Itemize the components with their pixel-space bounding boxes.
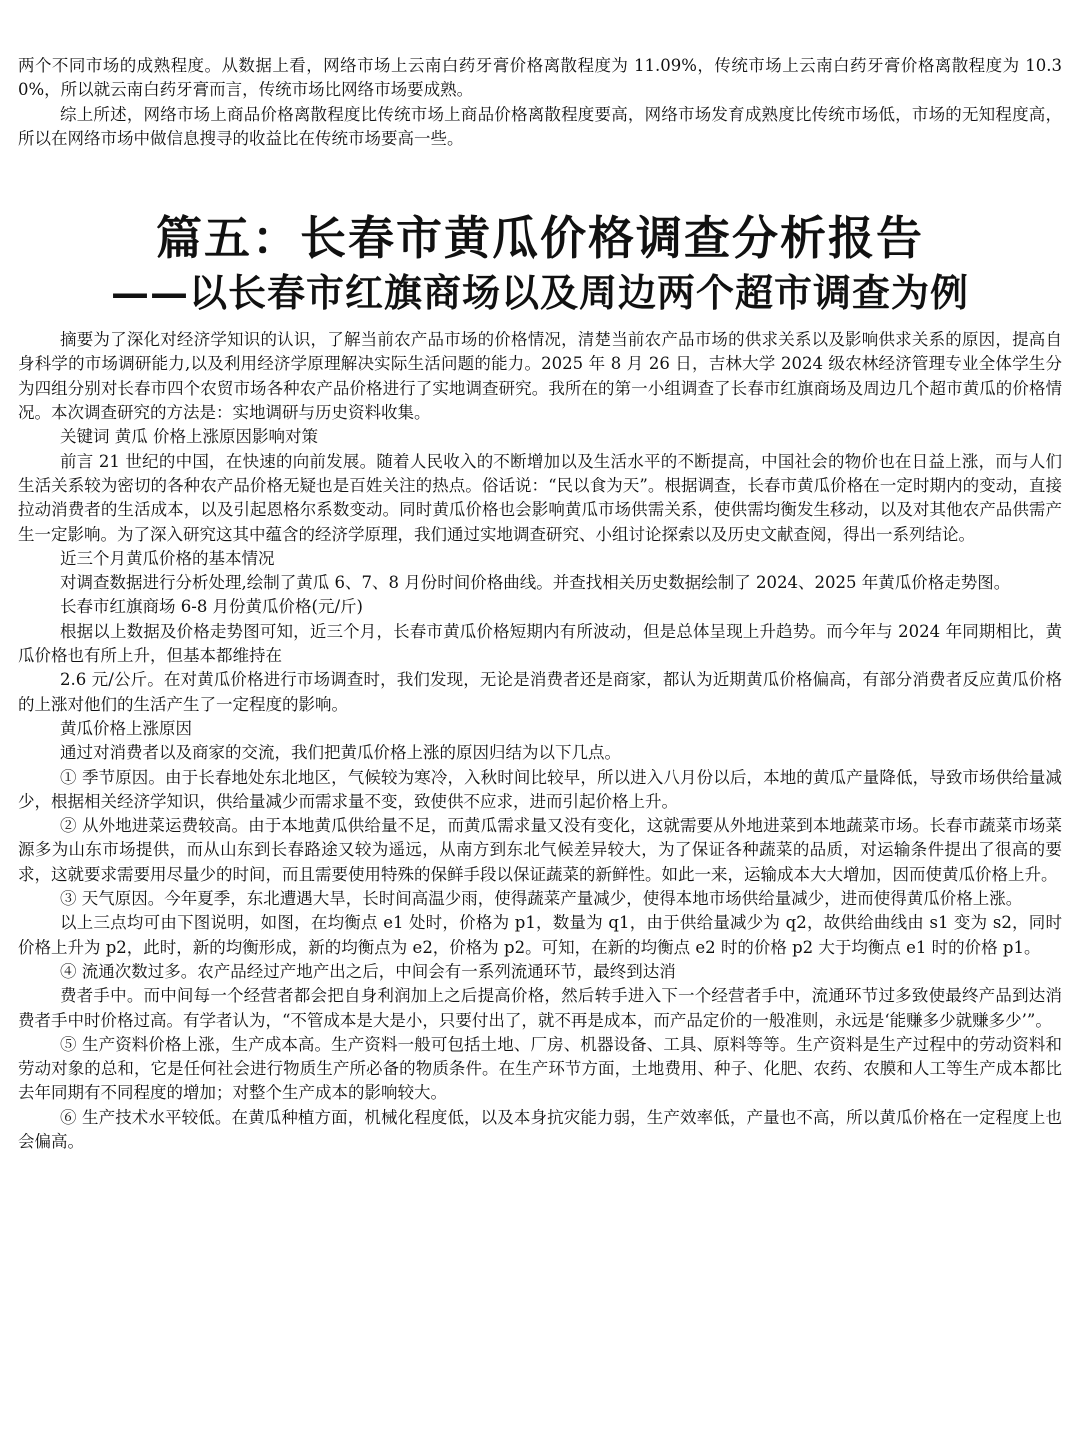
list-item-reason-4-continued: 费者手中。而中间每一个经营者都会把自身利润加上之后提高价格，然后转手进入下一个经营者手中，流通环节过多致使最终产品到达消费者手中时价格过高。有学者认为，“不管成本是大是小，只要付出了，就不再是成本，而产品定价的一般准则，永远是‘能赚多少就赚多少’”。 (18, 986, 1062, 1030)
report-heading (18, 210, 1062, 318)
list-item-reason-1: ① 季节原因。由于长春地处东北地区，气候较为寒冷，入秋时间比较早，所以进入八月份以后，本地的黄瓜产量降低，导致市场供给量减少，根据相关经济学知识，供给量减少而需求量不变，致使供不应求，进而引起价格上升。 (18, 767, 1062, 811)
paragraph-data-processing: 对调查数据进行分析处理,绘制了黄瓜 6、7、8 月份时间价格曲线。并查找相关历史数据绘制了 2024、2025 年黄瓜价格走势图。 (60, 573, 1011, 593)
list-item-reason-4: ④ 流通次数过多。农产品经过产地产出之后，中间会有一系列流通环节，最终到达消 (60, 961, 676, 981)
list-item-reason-2: ② 从外地进菜运费较高。由于本地黄瓜供给量不足，而黄瓜需求量又没有变化，这就需要从外地进菜到本地蔬菜市场。长春市蔬菜市场菜源多为山东市场提供，而从山东到长春路途又较为遥远，从南方到东北气候差异较大，为了保证各种蔬菜的品质，对运输条件提出了很高的要求，这就要求需要用尽量少的时间，而且需要使用特殊的保鲜手段以保证蔬菜的新鲜性。如此一来，运输成本大大增加，因而使黄瓜价格上升。 (18, 816, 1062, 884)
paragraph-market-maturity: 两个不同市场的成熟程度。从数据上看，网络市场上云南白药牙膏价格离散程度为 11.09%，传统市场上云南白药牙膏价格离散程度为 10.30%，所以就云南白药牙膏而言，传统市场比网络市场要成熟。 (18, 56, 1062, 100)
section-heading-price-rise-reasons: 黄瓜价格上涨原因 (60, 718, 192, 738)
section-heading-price-overview: 近三个月黄瓜价格的基本情况 (60, 548, 275, 568)
paragraph-summary: 综上所述，网络市场上商品价格离散程度比传统市场上商品价格离散程度要高，网络市场发育成熟度比传统市场低，市场的无知程度高，所以在网络市场中做信息搜寻的收益比在传统市场要高一些。 (18, 104, 1062, 148)
paragraph-analysis-continued: 2.6 元/公斤。在对黄瓜价格进行市场调查时，我们发现，无论是消费者还是商家，都认为近期黄瓜价格偏高，有部分消费者反应黄瓜价格的上涨对他们的生活产生了一定程度的影响。 (18, 670, 1062, 714)
list-item-reason-6: ⑥ 生产技术水平较低。在黄瓜种植方面，机械化程度低，以及本身抗灾能力弱，生产效率低，产量也不高，所以黄瓜价格在一定程度上也会偏高。 (18, 1107, 1062, 1151)
report-subtitle: ——以长春市红旗商场以及周边两个超市调查为例 (110, 270, 969, 316)
paragraph-abstract: 摘要为了深化对经济学知识的认识，了解当前农产品市场的价格情况，清楚当前农产品市场的供求关系以及影响供求关系的原因，提高自身科学的市场调研能力,以及利用经济学原理解决实际生活问题的能力。2025 年 8 月 26 日，吉林大学 2024 级农林经济管理专业全体学生分为四组分别对长春市四个农贸市场各种农产品价格进行了实地调查研究。我所在的第一小组调查了长春市红旗商场及周边几个超市黄瓜的价格情况。本次调查研究的方法是：实地调研与历史资料收集。 (18, 330, 1062, 423)
chart-caption: 长春市红旗商场 6-8 月份黄瓜价格(元/斤) (60, 597, 363, 617)
paragraph-reasons-intro: 通过对消费者以及商家的交流，我们把黄瓜价格上涨的原因归结为以下几点。 (60, 743, 621, 763)
list-item-reason-3: ③ 天气原因。今年夏季，东北遭遇大旱，长时间高温少雨，使得蔬菜产量减少，使得本地市场供给量减少，进而使得黄瓜价格上涨。 (60, 889, 1023, 909)
report-title: 篇五：长春市黄瓜价格调查分析报告 (156, 211, 924, 266)
paragraph-preface: 前言 21 世纪的中国，在快速的向前发展。随着人民收入的不断增加以及生活水平的不断提高，中国社会的物价也在日益上涨，而与人们生活关系较为密切的各种农产品价格无疑也是百姓关注的热点。俗话说：“民以食为天”。根据调查，长春市黄瓜价格在一定时期内的变动，直接拉动消费者的生活成本，以及引起恩格尔系数变动。同时黄瓜价格也会影响黄瓜市场供需关系，使供需均衡发生移动，以及对其他农产品供需产生一定影响。为了深入研究这其中蕴含的经济学原理，我们通过实地调查研究、小组讨论探索以及历史文献查阅，得出一系列结论。 (18, 451, 1062, 544)
document-page (18, 54, 1062, 1154)
paragraph-equilibrium-explanation: 以上三点均可由下图说明，如图，在均衡点 e1 处时，价格为 p1，数量为 q1，由于供给量减少为 q2，故供给曲线由 s1 变为 s2，同时价格上升为 p2，此时，新的均衡形成，新的均衡点为 e2，价格为 p2。可知，在新的均衡点 e2 时的价格 p2 大于均衡点 e1 时的价格 p1。 (18, 913, 1062, 957)
paragraph-keywords: 关键词 黄瓜 价格上涨原因影响对策 (60, 427, 318, 447)
list-item-reason-5: ⑤ 生产资料价格上涨，生产成本高。生产资料一般可包括土地、厂房、机器设备、工具、原料等等。生产资料是生产过程中的劳动资料和劳动对象的总和，它是任何社会进行物质生产所必备的物质条件。在生产环节方面，土地费用、种子、化肥、农药、农膜和人工等生产成本都比去年同期有不同程度的增加；对整个生产成本的影响较大。 (18, 1034, 1062, 1103)
paragraph-analysis: 根据以上数据及价格走势图可知，近三个月，长春市黄瓜价格短期内有所波动，但是总体呈现上升趋势。而今年与 2024 年同期相比，黄瓜价格也有所上升，但基本都维持在 (18, 621, 1062, 666)
